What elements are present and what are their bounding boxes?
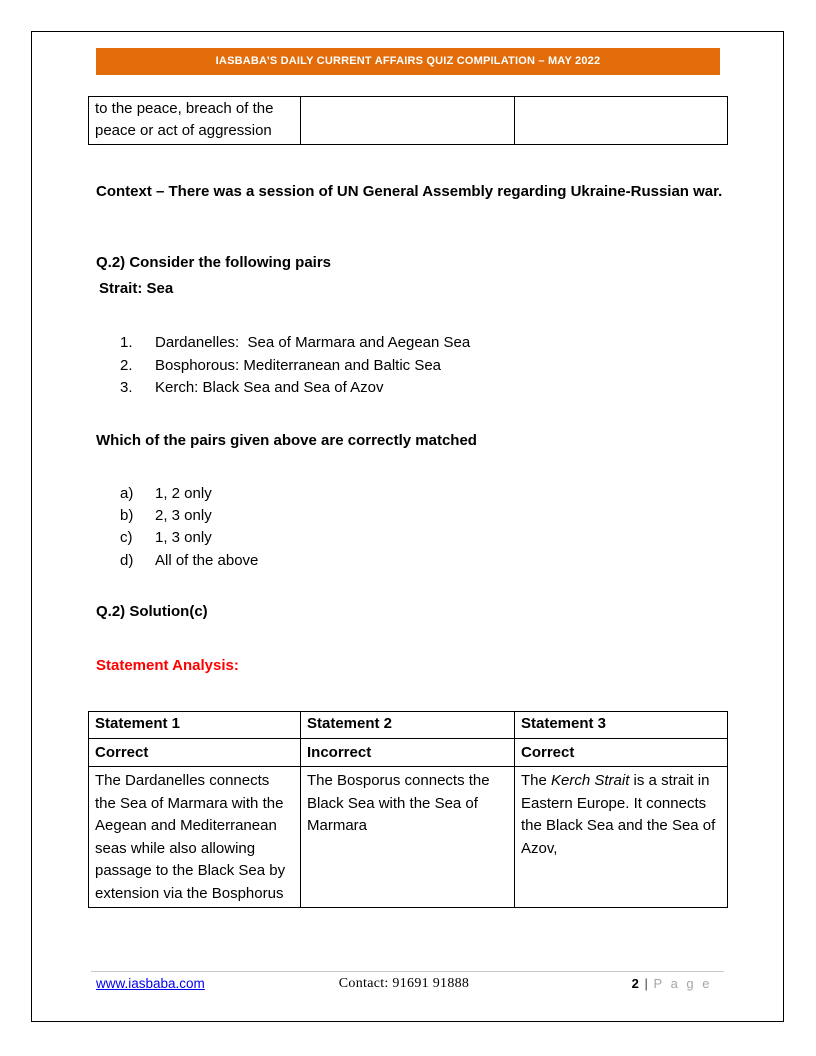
option-letter: c)	[120, 529, 133, 547]
detail-text-pre: The	[521, 772, 552, 790]
option-text: 2, 3 only	[155, 506, 212, 524]
list-item	[96, 377, 727, 400]
option-letter: a)	[120, 484, 134, 502]
list-item	[96, 355, 727, 378]
table-detail-row	[89, 767, 728, 908]
header-cell: Statement 1	[89, 712, 301, 739]
table-cell	[301, 97, 515, 145]
verdict-cell: Correct	[515, 738, 728, 767]
option-item	[96, 483, 727, 505]
item-number: 3.	[120, 379, 133, 396]
page-label: P a g e	[653, 976, 712, 991]
detail-text-italic: Kerch Strait	[551, 772, 630, 790]
table-cell: to the peace, breach of the peace or act of aggression	[89, 97, 301, 145]
option-text: 1, 2 only	[155, 484, 212, 502]
verdict-cell: Incorrect	[301, 738, 515, 767]
option-item	[96, 527, 727, 549]
option-letter: b)	[120, 506, 134, 524]
list-item	[96, 332, 727, 355]
question-subtitle: Strait: Sea	[99, 280, 174, 297]
analysis-heading: Statement Analysis:	[96, 657, 239, 675]
option-letter: d)	[120, 551, 134, 569]
options-list	[96, 483, 727, 573]
question-title: Q.2) Consider the following pairs	[96, 254, 332, 271]
question-prompt: Which of the pairs given above are correctly matched	[96, 431, 477, 449]
detail-cell: The Dardanelles connects the Sea of Marmara with the Aegean and Mediterranean seas while also allowing passage to the Black Sea by extension via the Bosphorus	[89, 767, 301, 908]
header-banner	[96, 48, 720, 75]
banner-title: IASBABA’S DAILY CURRENT AFFAIRS QUIZ COMPILATION – MAY 2022	[215, 55, 601, 67]
verdict-cell: Correct	[89, 738, 301, 767]
website-link[interactable]: www.iasbaba.com	[96, 976, 205, 991]
contact-text: Contact: 91691 91888	[338, 976, 470, 991]
detail-cell	[515, 767, 728, 908]
item-text: Kerch: Black Sea and Sea of Azov	[155, 379, 384, 396]
table-header-row	[89, 712, 728, 739]
page-number-block	[632, 976, 712, 991]
option-text: All of the above	[155, 551, 259, 569]
continuation-table	[88, 96, 728, 145]
option-item	[96, 505, 727, 527]
pairs-list	[96, 332, 727, 400]
item-number: 2.	[120, 356, 133, 374]
detail-cell: The Bosporus connects the Black Sea with the Sea of Marmara	[301, 767, 515, 908]
detail-text-post: is a strait in Eastern Europe. It connects the Black Sea and the Sea of Azov,	[521, 772, 716, 857]
option-text: 1, 3 only	[155, 529, 212, 547]
item-number: 1.	[120, 334, 133, 351]
header-cell: Statement 2	[301, 712, 515, 739]
table-verdict-row	[89, 738, 728, 767]
statement-table	[88, 711, 728, 908]
footer-divider	[91, 971, 724, 972]
page-number: 2	[631, 976, 639, 991]
option-item	[96, 550, 727, 572]
page-content	[96, 48, 727, 908]
page-number-separator: |	[644, 976, 648, 991]
header-cell: Statement 3	[515, 712, 728, 739]
table-cell	[515, 97, 728, 145]
item-text: Dardanelles: Sea of Marmara and Aegean Sea	[155, 334, 471, 351]
table-row	[89, 97, 728, 145]
context-text: Context – There was a session of UN General Assembly regarding Ukraine-Russian war.	[96, 183, 723, 200]
item-text: Bosphorous: Mediterranean and Baltic Sea	[155, 356, 442, 374]
solution-text: Q.2) Solution(c)	[96, 603, 208, 621]
